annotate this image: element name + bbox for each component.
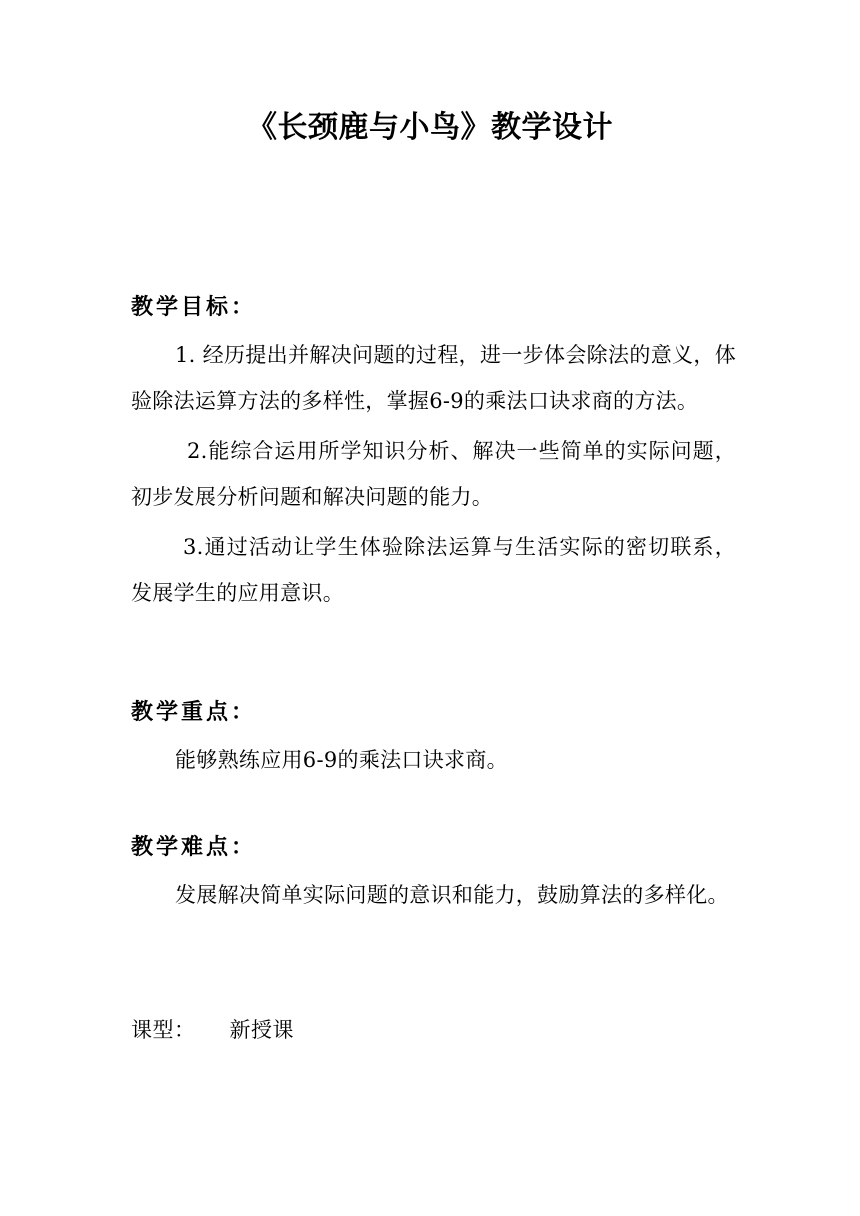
lesson-type-value: 新授课 [229, 1018, 294, 1042]
objectives-section [131, 290, 736, 616]
key-points-text: 能够熟练应用6-9的乘法口诀求商。 [175, 748, 508, 772]
key-points-heading: 教学重点： [131, 700, 257, 725]
lesson-type-line [131, 1010, 294, 1050]
objective-item-2: 2.能综合运用所学知识分析、解决一些简单的实际问题，初步发展分析问题和解决问题的能力。 [131, 439, 736, 509]
objective-item-1: 1. 经历提出并解决问题的过程，进一步体会除法的意义，体验除法运算方法的多样性，掌握6-9的乘法口诀求商的方法。 [131, 343, 736, 413]
key-points-section [131, 695, 736, 783]
objective-item-3: 3.通过活动让学生体验除法运算与生活实际的密切联系，发展学生的应用意识。 [131, 535, 736, 605]
difficulties-section [131, 830, 736, 918]
lesson-type-label: 课型： [131, 1018, 196, 1042]
difficulties-text: 发展解决简单实际问题的意识和能力，鼓励算法的多样化。 [175, 883, 729, 907]
difficulties-heading: 教学难点： [131, 835, 257, 860]
document-title: 《长颈鹿与小鸟》教学设计 [247, 110, 613, 145]
objectives-heading: 教学目标： [131, 295, 257, 320]
